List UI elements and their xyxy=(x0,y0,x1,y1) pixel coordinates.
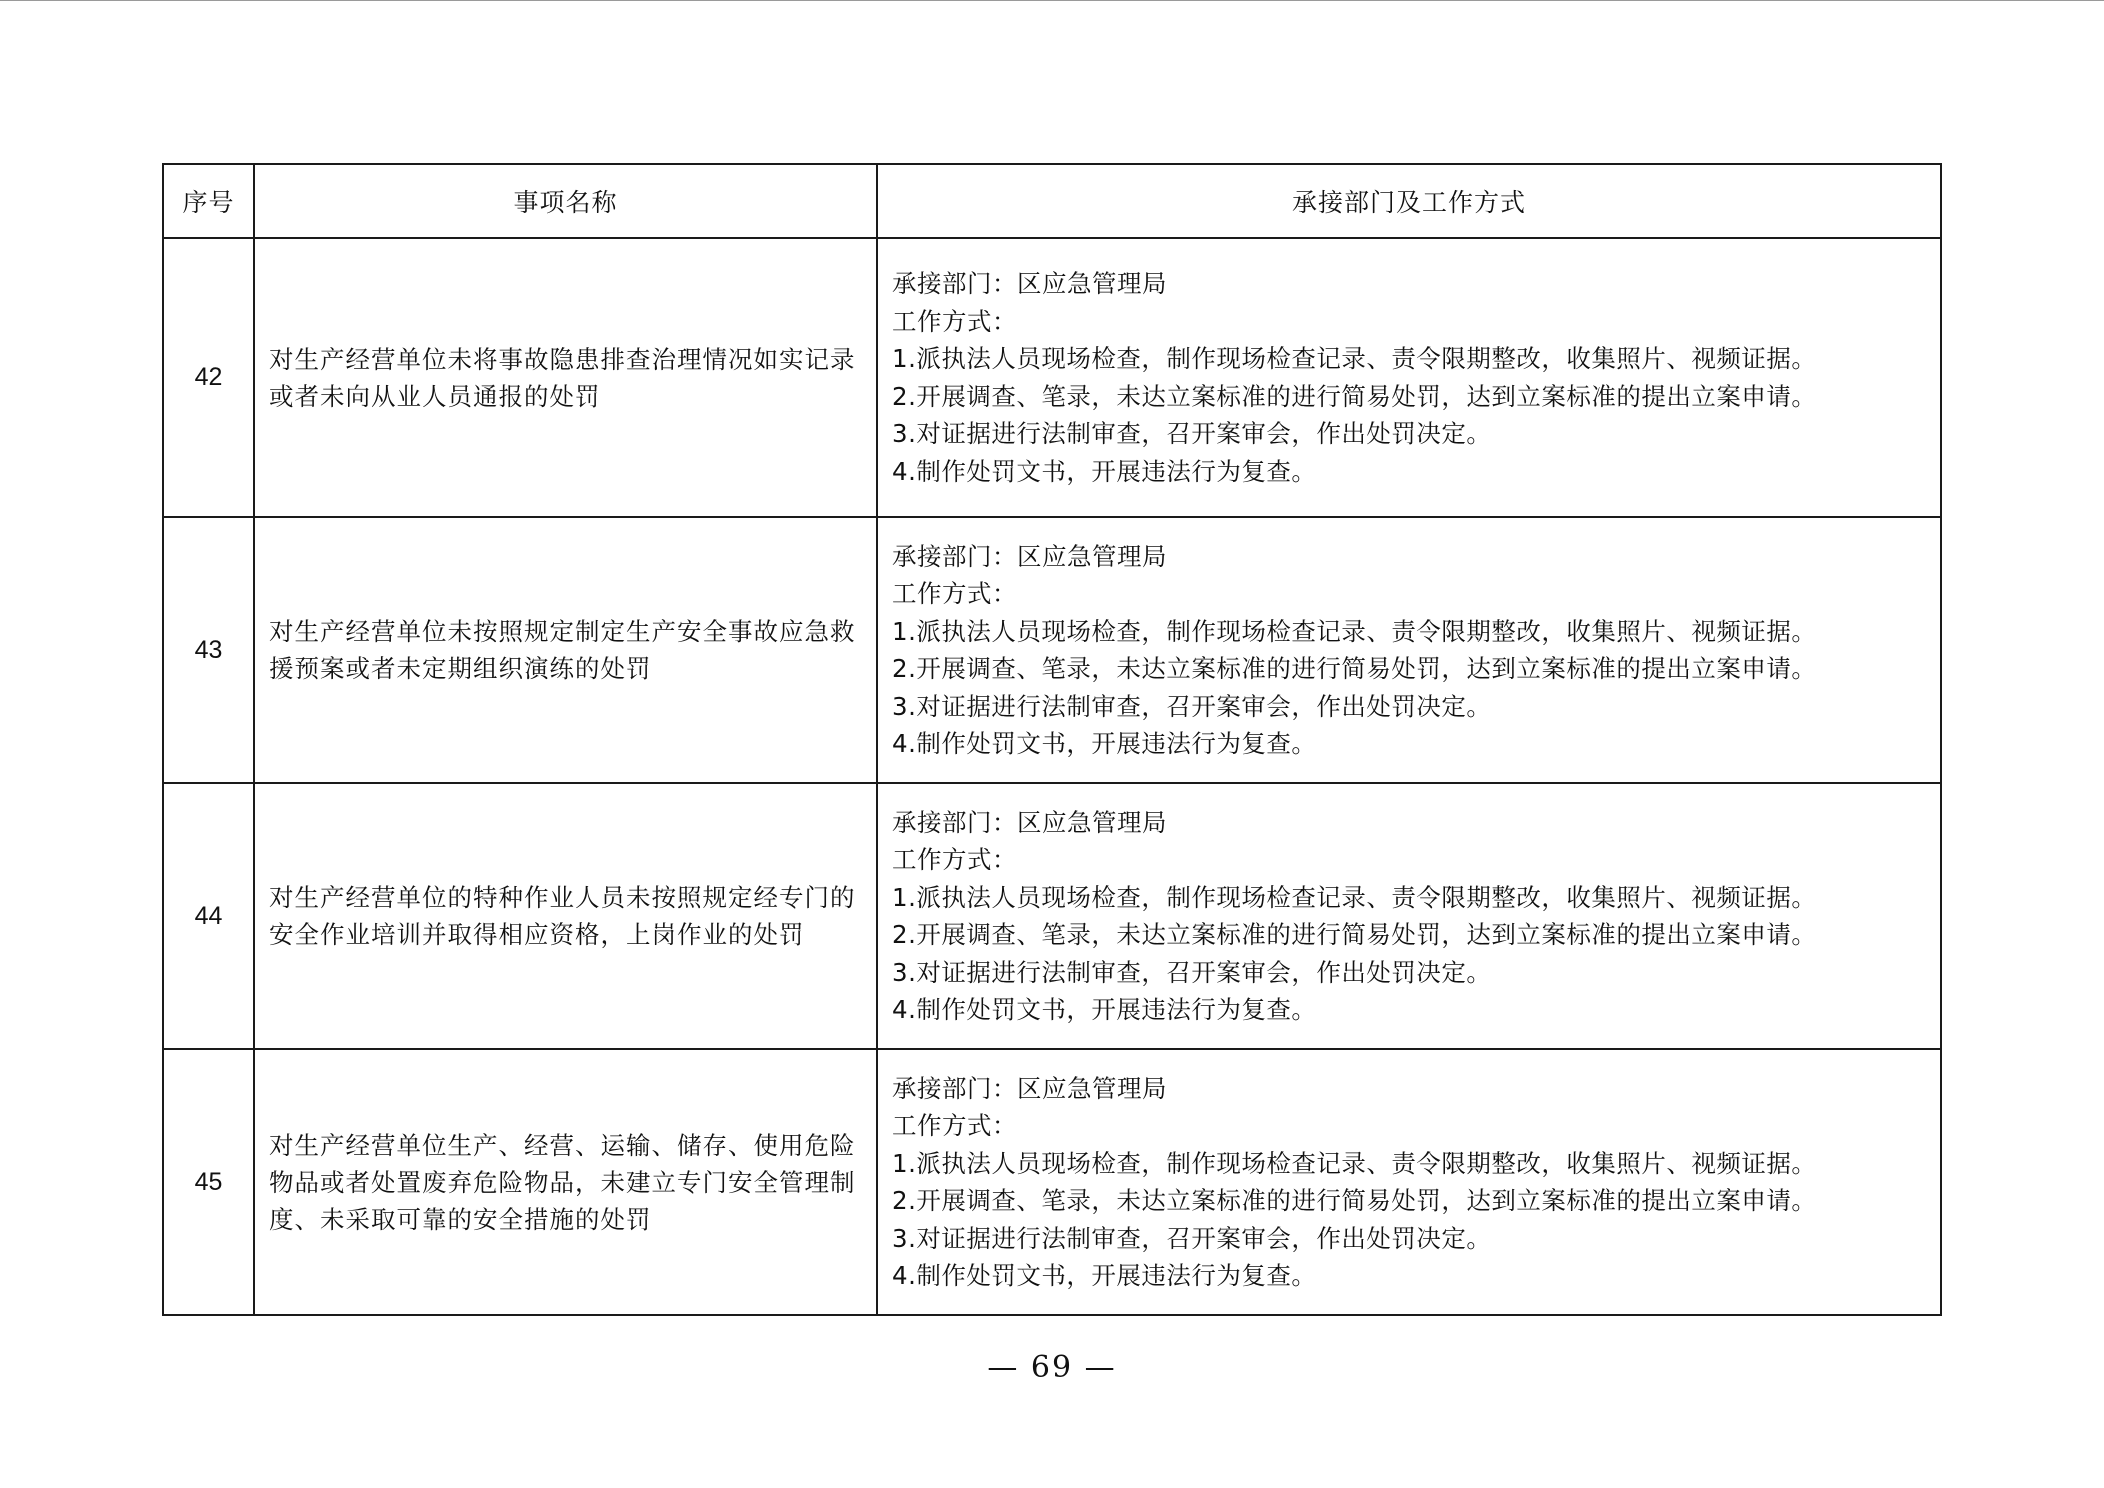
method-heading-line: 工作方式： xyxy=(892,306,1017,336)
department-method-cell xyxy=(877,517,1941,783)
table-row xyxy=(163,783,1941,1049)
method-step-3: 3.对证据进行法制审查，召开案审会，作出处罚决定。 xyxy=(892,419,1492,448)
method-heading-line: 工作方式： xyxy=(892,845,1017,874)
department-method-cell xyxy=(877,783,1941,1049)
serial-number-cell: 45 xyxy=(163,1049,254,1315)
method-step-1: 1.派执法人员现场检查，制作现场检查记录、责令限期整改，收集照片、视频证据。 xyxy=(892,344,1817,373)
method-heading-line: 工作方式： xyxy=(892,1111,1017,1140)
method-step-1: 1.派执法人员现场检查，制作现场检查记录、责令限期整改，收集照片、视频证据。 xyxy=(892,616,1817,646)
method-step-2: 2.开展调查、笔录，未达立案标准的进行简易处罚，达到立案标准的提出立案申请。 xyxy=(892,654,1817,683)
method-step-2: 2.开展调查、笔录，未达立案标准的进行简易处罚，达到立案标准的提出立案申请。 xyxy=(892,1186,1817,1215)
method-step-2: 2.开展调查、笔录，未达立案标准的进行简易处罚，达到立案标准的提出立案申请。 xyxy=(892,381,1817,411)
page-number: — 69 — xyxy=(987,1350,1117,1385)
method-step-4: 4.制作处罚文书，开展违法行为复查。 xyxy=(892,729,1317,758)
matter-name-cell: 对生产经营单位的特种作业人员未按照规定经专门的安全作业培训并取得相应资格，上岗作业的处罚 xyxy=(254,783,877,1049)
table-row xyxy=(163,517,1941,783)
serial-number-cell: 43 xyxy=(163,517,254,783)
department-method-cell xyxy=(877,238,1941,517)
header-department-and-method: 承接部门及工作方式 xyxy=(877,164,1941,238)
serial-number-cell: 44 xyxy=(163,783,254,1049)
department-line: 承接部门：区应急管理局 xyxy=(892,541,1167,571)
method-step-3: 3.对证据进行法制审查，召开案审会，作出处罚决定。 xyxy=(892,957,1492,987)
serial-number-cell: 42 xyxy=(163,238,254,517)
method-step-3: 3.对证据进行法制审查，召开案审会，作出处罚决定。 xyxy=(892,691,1492,721)
matter-name-cell: 对生产经营单位未按照规定制定生产安全事故应急救援预案或者未定期组织演练的处罚 xyxy=(254,517,877,783)
method-step-4: 4.制作处罚文书，开展违法行为复查。 xyxy=(892,1261,1317,1290)
method-step-4: 4.制作处罚文书，开展违法行为复查。 xyxy=(892,456,1317,486)
matter-name-cell: 对生产经营单位生产、经营、运输、储存、使用危险物品或者处置废弃危险物品，未建立专门安全管理制度、未采取可靠的安全措施的处罚 xyxy=(254,1049,877,1315)
department-method-cell xyxy=(877,1049,1941,1315)
method-step-3: 3.对证据进行法制审查，召开案审会，作出处罚决定。 xyxy=(892,1223,1492,1253)
department-line: 承接部门：区应急管理局 xyxy=(892,269,1167,298)
table-row xyxy=(163,238,1941,517)
department-line: 承接部门：区应急管理局 xyxy=(892,1073,1167,1103)
page-top-border xyxy=(0,0,2104,1)
header-matter-name: 事项名称 xyxy=(254,164,877,238)
method-step-2: 2.开展调查、笔录，未达立案标准的进行简易处罚，达到立案标准的提出立案申请。 xyxy=(892,920,1817,949)
method-heading-line: 工作方式： xyxy=(892,579,1017,608)
header-serial-number: 序号 xyxy=(163,164,254,238)
table-row xyxy=(163,1049,1941,1315)
matters-table xyxy=(162,163,1942,1316)
method-step-4: 4.制作处罚文书，开展违法行为复查。 xyxy=(892,995,1317,1024)
matter-name-cell: 对生产经营单位未将事故隐患排查治理情况如实记录或者未向从业人员通报的处罚 xyxy=(254,238,877,517)
method-step-1: 1.派执法人员现场检查，制作现场检查记录、责令限期整改，收集照片、视频证据。 xyxy=(892,882,1817,912)
method-step-1: 1.派执法人员现场检查，制作现场检查记录、责令限期整改，收集照片、视频证据。 xyxy=(892,1148,1817,1178)
department-line: 承接部门：区应急管理局 xyxy=(892,807,1167,837)
table-header-row xyxy=(163,164,1941,238)
